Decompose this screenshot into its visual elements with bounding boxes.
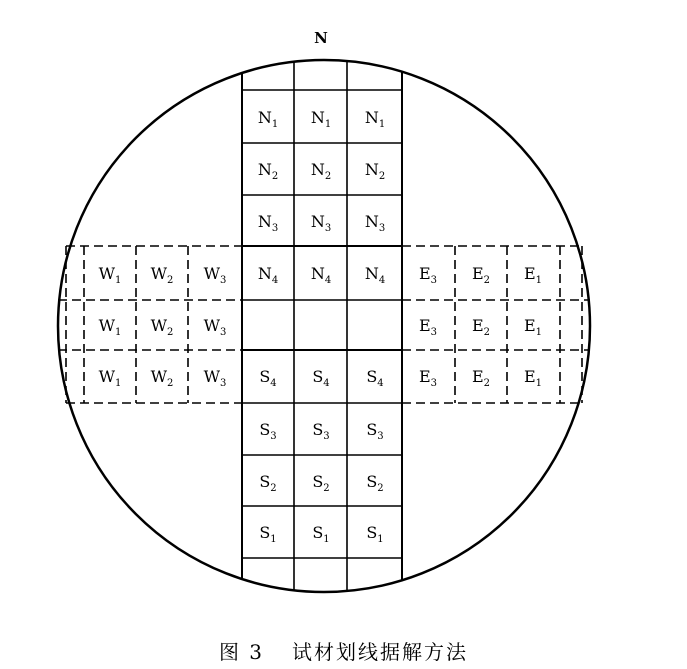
east-cell-label: $E_2$ xyxy=(471,264,491,286)
cell-labels xyxy=(99,108,542,545)
south-cell-label: $S_2$ xyxy=(366,472,384,494)
figure-title: 试材划线据解方法 xyxy=(292,640,469,664)
north-label: N xyxy=(314,29,328,47)
south-cell-label: $S_2$ xyxy=(259,472,277,494)
east-cell-label: $E_1$ xyxy=(523,367,543,389)
north-cell-label: $N_2$ xyxy=(257,160,279,182)
east-cell-label: $E_3$ xyxy=(418,367,438,389)
west-cell-label: $W_2$ xyxy=(150,316,174,338)
west-cell-label: $W_1$ xyxy=(98,264,122,286)
west-cell-label: $W_3$ xyxy=(203,316,227,338)
east-cell-label: $E_1$ xyxy=(523,264,543,286)
north-cell-label: $N_3$ xyxy=(310,212,332,234)
south-cell-label: $S_2$ xyxy=(312,472,330,494)
south-cell-label: $S_3$ xyxy=(366,420,384,442)
east-cell-label: $E_1$ xyxy=(523,316,543,338)
north-cell-label: $N_1$ xyxy=(310,108,332,130)
north-cell-label: $N_3$ xyxy=(257,212,279,234)
north-cell-label: $N_4$ xyxy=(257,264,279,286)
east-cell-label: $E_3$ xyxy=(418,316,438,338)
west-cell-label: $W_1$ xyxy=(98,316,122,338)
west-cell-label: $W_2$ xyxy=(150,264,174,286)
east-cell-label: $E_2$ xyxy=(471,316,491,338)
figure-number: 图 3 xyxy=(218,640,265,664)
figure-caption xyxy=(0,636,687,665)
east-cell-label: $E_3$ xyxy=(418,264,438,286)
north-cell-label: $N_4$ xyxy=(310,264,332,286)
west-cell-label: $W_2$ xyxy=(150,367,174,389)
north-cell-label: $N_2$ xyxy=(310,160,332,182)
log-cross-section-circle xyxy=(58,60,590,592)
east-cell-label: $E_2$ xyxy=(471,367,491,389)
west-cell-label: $W_3$ xyxy=(203,264,227,286)
south-cell-label: $S_4$ xyxy=(259,367,277,389)
south-cell-label: $S_4$ xyxy=(366,367,384,389)
south-cell-label: $S_1$ xyxy=(259,523,277,545)
south-cell-label: $S_3$ xyxy=(259,420,277,442)
west-cell-label: $W_3$ xyxy=(203,367,227,389)
south-cell-label: $S_3$ xyxy=(312,420,330,442)
north-cell-label: $N_2$ xyxy=(364,160,386,182)
north-cell-label: $N_4$ xyxy=(364,264,386,286)
north-cell-label: $N_1$ xyxy=(364,108,386,130)
north-cell-label: $N_1$ xyxy=(257,108,279,130)
south-cell-label: $S_1$ xyxy=(312,523,330,545)
south-cell-label: $S_4$ xyxy=(312,367,330,389)
south-cell-label: $S_1$ xyxy=(366,523,384,545)
west-cell-label: $W_1$ xyxy=(98,367,122,389)
north-cell-label: $N_3$ xyxy=(364,212,386,234)
